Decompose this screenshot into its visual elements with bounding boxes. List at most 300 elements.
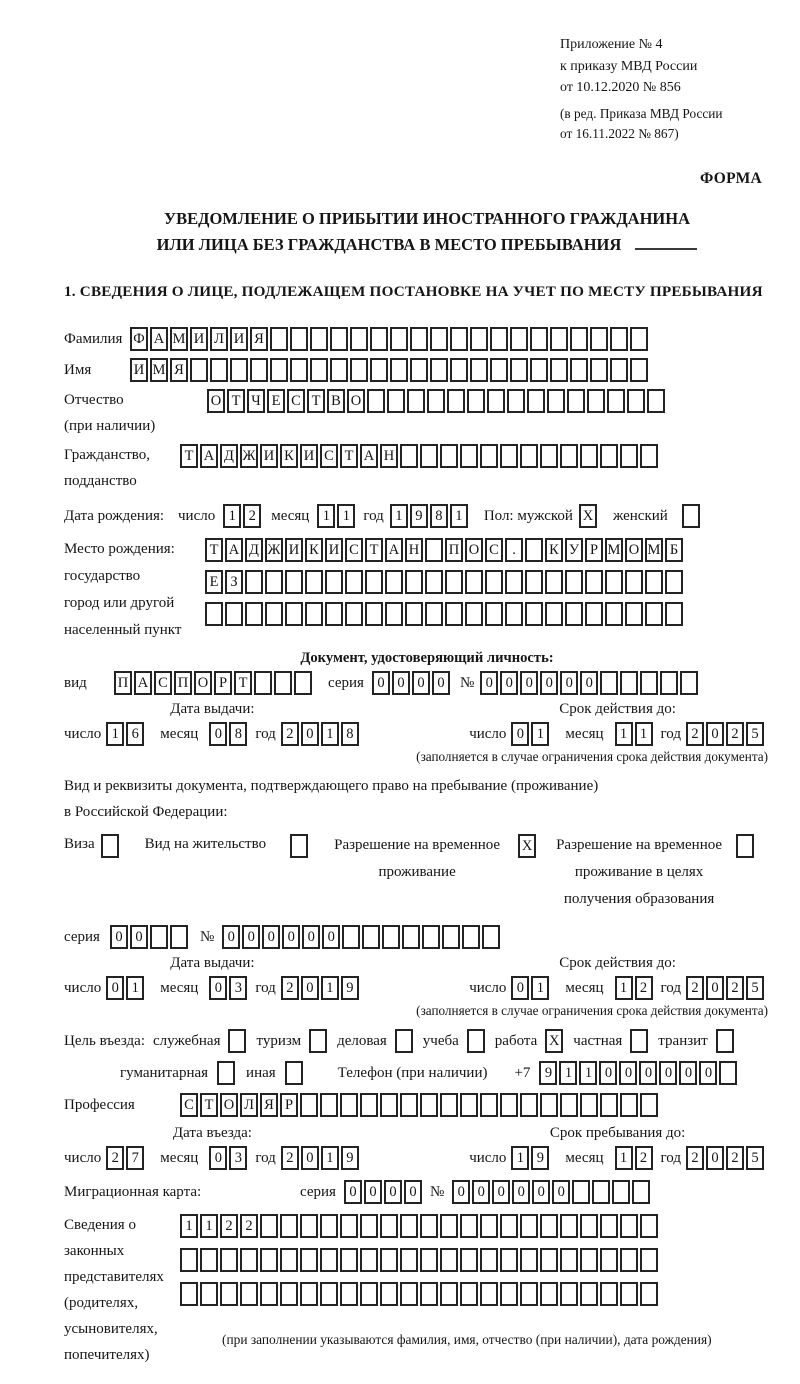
char-cell[interactable]: 2: [726, 1146, 744, 1170]
char-cell[interactable]: [500, 1248, 518, 1272]
char-cell[interactable]: [440, 1282, 458, 1306]
char-cell[interactable]: 0: [560, 671, 578, 695]
char-cell[interactable]: [285, 570, 303, 594]
char-cell[interactable]: [400, 1093, 418, 1117]
char-cell[interactable]: [665, 602, 683, 626]
char-cell[interactable]: [290, 834, 308, 858]
char-cell[interactable]: [407, 389, 425, 413]
char-cell[interactable]: 0: [659, 1061, 677, 1085]
doc-series-cells[interactable]: [372, 669, 452, 697]
char-cell[interactable]: [265, 570, 283, 594]
char-cell[interactable]: [420, 444, 438, 468]
char-cell[interactable]: 1: [635, 722, 653, 746]
char-cell[interactable]: [180, 1282, 198, 1306]
char-cell[interactable]: 0: [699, 1061, 717, 1085]
stay-day-cells[interactable]: [511, 1144, 551, 1172]
char-cell[interactable]: [360, 1093, 378, 1117]
char-cell[interactable]: [400, 1214, 418, 1238]
char-cell[interactable]: [460, 1093, 478, 1117]
doc-valid-day-cells[interactable]: [511, 720, 551, 748]
char-cell[interactable]: Т: [227, 389, 245, 413]
char-cell[interactable]: [665, 570, 683, 594]
char-cell[interactable]: [340, 1248, 358, 1272]
char-cell[interactable]: 0: [432, 671, 450, 695]
purpose-business-checkbox[interactable]: [395, 1027, 415, 1055]
char-cell[interactable]: [505, 570, 523, 594]
char-cell[interactable]: 0: [580, 671, 598, 695]
char-cell[interactable]: 5: [746, 1146, 764, 1170]
char-cell[interactable]: [230, 358, 248, 382]
doc-valid-month-cells[interactable]: [615, 720, 655, 748]
char-cell[interactable]: [480, 1282, 498, 1306]
char-cell[interactable]: 0: [209, 722, 227, 746]
char-cell[interactable]: 0: [110, 925, 128, 949]
char-cell[interactable]: [560, 1093, 578, 1117]
char-cell[interactable]: [560, 1214, 578, 1238]
char-cell[interactable]: [630, 1029, 648, 1053]
char-cell[interactable]: 0: [392, 671, 410, 695]
char-cell[interactable]: [410, 327, 428, 351]
char-cell[interactable]: А: [360, 444, 378, 468]
char-cell[interactable]: 1: [615, 722, 633, 746]
char-cell[interactable]: [360, 1214, 378, 1238]
char-cell[interactable]: И: [130, 358, 148, 382]
char-cell[interactable]: [305, 602, 323, 626]
char-cell[interactable]: [305, 570, 323, 594]
char-cell[interactable]: [560, 1248, 578, 1272]
char-cell[interactable]: [365, 602, 383, 626]
char-cell[interactable]: 7: [126, 1146, 144, 1170]
char-cell[interactable]: [200, 1282, 218, 1306]
char-cell[interactable]: [470, 358, 488, 382]
char-cell[interactable]: [310, 327, 328, 351]
char-cell[interactable]: И: [325, 538, 343, 562]
birthplace-row1-cells[interactable]: [205, 536, 685, 564]
char-cell[interactable]: [527, 389, 545, 413]
char-cell[interactable]: [345, 570, 363, 594]
profession-cells[interactable]: [180, 1091, 660, 1119]
char-cell[interactable]: П: [114, 671, 132, 695]
visa-checkbox[interactable]: [101, 832, 121, 860]
char-cell[interactable]: 1: [531, 976, 549, 1000]
char-cell[interactable]: [220, 1282, 238, 1306]
char-cell[interactable]: [342, 925, 360, 949]
char-cell[interactable]: [585, 570, 603, 594]
char-cell[interactable]: [467, 389, 485, 413]
char-cell[interactable]: К: [305, 538, 323, 562]
char-cell[interactable]: [425, 570, 443, 594]
char-cell[interactable]: [590, 327, 608, 351]
char-cell[interactable]: [245, 570, 263, 594]
char-cell[interactable]: 1: [450, 504, 468, 528]
char-cell[interactable]: [420, 1248, 438, 1272]
char-cell[interactable]: А: [200, 444, 218, 468]
char-cell[interactable]: 1: [223, 504, 241, 528]
char-cell[interactable]: [580, 1248, 598, 1272]
char-cell[interactable]: [240, 1248, 258, 1272]
char-cell[interactable]: [645, 570, 663, 594]
char-cell[interactable]: М: [645, 538, 663, 562]
char-cell[interactable]: [320, 1214, 338, 1238]
char-cell[interactable]: О: [194, 671, 212, 695]
char-cell[interactable]: Т: [234, 671, 252, 695]
birthplace-row2-cells[interactable]: [205, 568, 685, 596]
char-cell[interactable]: [719, 1061, 737, 1085]
surname-cells[interactable]: [130, 325, 650, 353]
citizenship-cells[interactable]: [180, 442, 660, 470]
char-cell[interactable]: 0: [706, 1146, 724, 1170]
char-cell[interactable]: [274, 671, 292, 695]
char-cell[interactable]: [440, 1093, 458, 1117]
char-cell[interactable]: [640, 671, 658, 695]
doc-valid-year-cells[interactable]: [686, 720, 766, 748]
permit-series-cells[interactable]: [110, 923, 190, 951]
char-cell[interactable]: [592, 1180, 610, 1204]
char-cell[interactable]: [630, 327, 648, 351]
char-cell[interactable]: 2: [635, 976, 653, 1000]
char-cell[interactable]: [310, 358, 328, 382]
birth-year-cells[interactable]: [390, 502, 470, 530]
char-cell[interactable]: 1: [321, 1146, 339, 1170]
char-cell[interactable]: И: [300, 444, 318, 468]
char-cell[interactable]: 2: [281, 1146, 299, 1170]
char-cell[interactable]: [645, 602, 663, 626]
entry-day-cells[interactable]: [106, 1144, 146, 1172]
char-cell[interactable]: 2: [281, 722, 299, 746]
permit-valid-year-cells[interactable]: [686, 974, 766, 1002]
char-cell[interactable]: [420, 1214, 438, 1238]
char-cell[interactable]: 0: [532, 1180, 550, 1204]
char-cell[interactable]: [620, 671, 638, 695]
char-cell[interactable]: 0: [472, 1180, 490, 1204]
char-cell[interactable]: Л: [210, 327, 228, 351]
char-cell[interactable]: Е: [267, 389, 285, 413]
char-cell[interactable]: 2: [243, 504, 261, 528]
char-cell[interactable]: С: [287, 389, 305, 413]
birth-day-cells[interactable]: [223, 502, 263, 530]
char-cell[interactable]: [380, 1214, 398, 1238]
char-cell[interactable]: [380, 1248, 398, 1272]
char-cell[interactable]: [245, 602, 263, 626]
char-cell[interactable]: [510, 358, 528, 382]
char-cell[interactable]: 9: [539, 1061, 557, 1085]
char-cell[interactable]: Р: [214, 671, 232, 695]
char-cell[interactable]: [294, 671, 312, 695]
char-cell[interactable]: [340, 1093, 358, 1117]
char-cell[interactable]: [487, 389, 505, 413]
char-cell[interactable]: [425, 602, 443, 626]
char-cell[interactable]: [480, 1093, 498, 1117]
char-cell[interactable]: [545, 570, 563, 594]
char-cell[interactable]: [585, 602, 603, 626]
char-cell[interactable]: [682, 504, 700, 528]
char-cell[interactable]: [580, 444, 598, 468]
char-cell[interactable]: 2: [726, 722, 744, 746]
char-cell[interactable]: 0: [372, 671, 390, 695]
char-cell[interactable]: О: [465, 538, 483, 562]
char-cell[interactable]: 8: [430, 504, 448, 528]
char-cell[interactable]: [150, 925, 168, 949]
char-cell[interactable]: 8: [341, 722, 359, 746]
char-cell[interactable]: [217, 1061, 235, 1085]
char-cell[interactable]: 1: [126, 976, 144, 1000]
char-cell[interactable]: [427, 389, 445, 413]
char-cell[interactable]: Т: [205, 538, 223, 562]
char-cell[interactable]: С: [485, 538, 503, 562]
char-cell[interactable]: [320, 1248, 338, 1272]
char-cell[interactable]: [325, 570, 343, 594]
char-cell[interactable]: [480, 1214, 498, 1238]
char-cell[interactable]: [500, 1214, 518, 1238]
char-cell[interactable]: [605, 570, 623, 594]
char-cell[interactable]: [300, 1282, 318, 1306]
char-cell[interactable]: [540, 1214, 558, 1238]
char-cell[interactable]: И: [190, 327, 208, 351]
char-cell[interactable]: [580, 1214, 598, 1238]
char-cell[interactable]: [180, 1248, 198, 1272]
char-cell[interactable]: Н: [380, 444, 398, 468]
char-cell[interactable]: [260, 1214, 278, 1238]
char-cell[interactable]: [442, 925, 460, 949]
birth-month-cells[interactable]: [317, 502, 357, 530]
doc-issue-year-cells[interactable]: [281, 720, 361, 748]
char-cell[interactable]: 0: [452, 1180, 470, 1204]
char-cell[interactable]: [170, 925, 188, 949]
char-cell[interactable]: 0: [520, 671, 538, 695]
char-cell[interactable]: [600, 1282, 618, 1306]
char-cell[interactable]: Л: [240, 1093, 258, 1117]
char-cell[interactable]: [422, 925, 440, 949]
char-cell[interactable]: [525, 602, 543, 626]
char-cell[interactable]: [520, 1214, 538, 1238]
char-cell[interactable]: [440, 1248, 458, 1272]
char-cell[interactable]: 0: [639, 1061, 657, 1085]
char-cell[interactable]: И: [260, 444, 278, 468]
residence-permit-checkbox[interactable]: [290, 832, 310, 860]
char-cell[interactable]: [340, 1214, 358, 1238]
char-cell[interactable]: 8: [229, 722, 247, 746]
char-cell[interactable]: [640, 1214, 658, 1238]
char-cell[interactable]: [560, 1282, 578, 1306]
char-cell[interactable]: [101, 834, 119, 858]
char-cell[interactable]: [600, 1214, 618, 1238]
char-cell[interactable]: 0: [344, 1180, 362, 1204]
char-cell[interactable]: Т: [340, 444, 358, 468]
char-cell[interactable]: [390, 327, 408, 351]
char-cell[interactable]: [360, 1248, 378, 1272]
char-cell[interactable]: [405, 570, 423, 594]
char-cell[interactable]: [460, 1282, 478, 1306]
char-cell[interactable]: [620, 1248, 638, 1272]
char-cell[interactable]: Т: [365, 538, 383, 562]
char-cell[interactable]: Т: [307, 389, 325, 413]
char-cell[interactable]: 0: [301, 976, 319, 1000]
char-cell[interactable]: [440, 1214, 458, 1238]
char-cell[interactable]: 0: [512, 1180, 530, 1204]
char-cell[interactable]: [580, 1093, 598, 1117]
char-cell[interactable]: [540, 1282, 558, 1306]
char-cell[interactable]: [462, 925, 480, 949]
doc-number-cells[interactable]: [480, 669, 700, 697]
sex-male-checkbox[interactable]: [579, 502, 599, 530]
doc-issue-day-cells[interactable]: [106, 720, 146, 748]
char-cell[interactable]: [600, 671, 618, 695]
char-cell[interactable]: [716, 1029, 734, 1053]
char-cell[interactable]: [370, 327, 388, 351]
char-cell[interactable]: 1: [559, 1061, 577, 1085]
char-cell[interactable]: З: [225, 570, 243, 594]
char-cell[interactable]: 1: [200, 1214, 218, 1238]
char-cell[interactable]: [385, 570, 403, 594]
char-cell[interactable]: [382, 925, 400, 949]
char-cell[interactable]: [400, 1282, 418, 1306]
char-cell[interactable]: [627, 389, 645, 413]
char-cell[interactable]: [632, 1180, 650, 1204]
char-cell[interactable]: [480, 444, 498, 468]
char-cell[interactable]: 0: [282, 925, 300, 949]
char-cell[interactable]: [320, 1093, 338, 1117]
char-cell[interactable]: [580, 1282, 598, 1306]
char-cell[interactable]: 1: [317, 504, 335, 528]
birthplace-row3-cells[interactable]: [205, 600, 685, 628]
char-cell[interactable]: 1: [615, 976, 633, 1000]
char-cell[interactable]: [482, 925, 500, 949]
char-cell[interactable]: С: [180, 1093, 198, 1117]
edu-permit-checkbox[interactable]: [736, 832, 756, 860]
char-cell[interactable]: 0: [511, 976, 529, 1000]
char-cell[interactable]: [350, 358, 368, 382]
char-cell[interactable]: [505, 602, 523, 626]
char-cell[interactable]: [440, 444, 458, 468]
char-cell[interactable]: А: [134, 671, 152, 695]
char-cell[interactable]: [525, 538, 543, 562]
char-cell[interactable]: [290, 358, 308, 382]
char-cell[interactable]: [600, 1248, 618, 1272]
char-cell[interactable]: [490, 327, 508, 351]
char-cell[interactable]: [280, 1282, 298, 1306]
char-cell[interactable]: [620, 1093, 638, 1117]
migcard-number-cells[interactable]: [452, 1178, 652, 1206]
stay-month-cells[interactable]: [615, 1144, 655, 1172]
char-cell[interactable]: [205, 602, 223, 626]
char-cell[interactable]: [450, 358, 468, 382]
char-cell[interactable]: [587, 389, 605, 413]
entry-year-cells[interactable]: [281, 1144, 361, 1172]
phone-cells[interactable]: [539, 1059, 739, 1087]
char-cell[interactable]: 9: [341, 1146, 359, 1170]
char-cell[interactable]: 1: [531, 722, 549, 746]
char-cell[interactable]: О: [347, 389, 365, 413]
char-cell[interactable]: [387, 389, 405, 413]
char-cell[interactable]: [390, 358, 408, 382]
char-cell[interactable]: 9: [341, 976, 359, 1000]
char-cell[interactable]: [600, 1093, 618, 1117]
char-cell[interactable]: [640, 1248, 658, 1272]
char-cell[interactable]: [607, 389, 625, 413]
char-cell[interactable]: Д: [220, 444, 238, 468]
char-cell[interactable]: [340, 1282, 358, 1306]
char-cell[interactable]: 0: [302, 925, 320, 949]
char-cell[interactable]: К: [280, 444, 298, 468]
char-cell[interactable]: 5: [746, 722, 764, 746]
representatives-row3-cells[interactable]: [180, 1280, 660, 1308]
char-cell[interactable]: М: [605, 538, 623, 562]
char-cell[interactable]: [210, 358, 228, 382]
char-cell[interactable]: С: [345, 538, 363, 562]
char-cell[interactable]: [520, 1093, 538, 1117]
char-cell[interactable]: [425, 538, 443, 562]
char-cell[interactable]: [300, 1248, 318, 1272]
char-cell[interactable]: [330, 327, 348, 351]
char-cell[interactable]: [465, 602, 483, 626]
char-cell[interactable]: [460, 1248, 478, 1272]
char-cell[interactable]: [565, 602, 583, 626]
char-cell[interactable]: Р: [585, 538, 603, 562]
char-cell[interactable]: Ж: [240, 444, 258, 468]
char-cell[interactable]: [410, 358, 428, 382]
char-cell[interactable]: 2: [281, 976, 299, 1000]
permit-number-cells[interactable]: [222, 923, 502, 951]
char-cell[interactable]: [625, 602, 643, 626]
char-cell[interactable]: А: [225, 538, 243, 562]
char-cell[interactable]: [380, 1282, 398, 1306]
char-cell[interactable]: Т: [200, 1093, 218, 1117]
char-cell[interactable]: [250, 358, 268, 382]
char-cell[interactable]: 0: [706, 976, 724, 1000]
char-cell[interactable]: 2: [240, 1214, 258, 1238]
char-cell[interactable]: 0: [480, 671, 498, 695]
char-cell[interactable]: [570, 327, 588, 351]
char-cell[interactable]: [345, 602, 363, 626]
char-cell[interactable]: 0: [404, 1180, 422, 1204]
char-cell[interactable]: 2: [726, 976, 744, 1000]
representatives-row1-cells[interactable]: [180, 1212, 660, 1240]
char-cell[interactable]: [240, 1282, 258, 1306]
char-cell[interactable]: Ф: [130, 327, 148, 351]
char-cell[interactable]: С: [154, 671, 172, 695]
char-cell[interactable]: Ч: [247, 389, 265, 413]
permit-valid-month-cells[interactable]: [615, 974, 655, 1002]
char-cell[interactable]: 2: [686, 722, 704, 746]
char-cell[interactable]: [540, 444, 558, 468]
char-cell[interactable]: [485, 602, 503, 626]
char-cell[interactable]: 0: [679, 1061, 697, 1085]
migcard-series-cells[interactable]: [344, 1178, 424, 1206]
char-cell[interactable]: [405, 602, 423, 626]
char-cell[interactable]: X: [545, 1029, 563, 1053]
char-cell[interactable]: [610, 358, 628, 382]
char-cell[interactable]: [300, 1214, 318, 1238]
char-cell[interactable]: [572, 1180, 590, 1204]
char-cell[interactable]: [285, 602, 303, 626]
char-cell[interactable]: [540, 1248, 558, 1272]
char-cell[interactable]: И: [230, 327, 248, 351]
char-cell[interactable]: [605, 602, 623, 626]
char-cell[interactable]: [447, 389, 465, 413]
char-cell[interactable]: 0: [301, 1146, 319, 1170]
purpose-study-checkbox[interactable]: [467, 1027, 487, 1055]
char-cell[interactable]: [460, 1214, 478, 1238]
char-cell[interactable]: 0: [412, 671, 430, 695]
char-cell[interactable]: 3: [229, 1146, 247, 1170]
char-cell[interactable]: [200, 1248, 218, 1272]
char-cell[interactable]: Т: [180, 444, 198, 468]
char-cell[interactable]: [309, 1029, 327, 1053]
stay-year-cells[interactable]: [686, 1144, 766, 1172]
char-cell[interactable]: [460, 444, 478, 468]
char-cell[interactable]: [625, 570, 643, 594]
char-cell[interactable]: 5: [746, 976, 764, 1000]
